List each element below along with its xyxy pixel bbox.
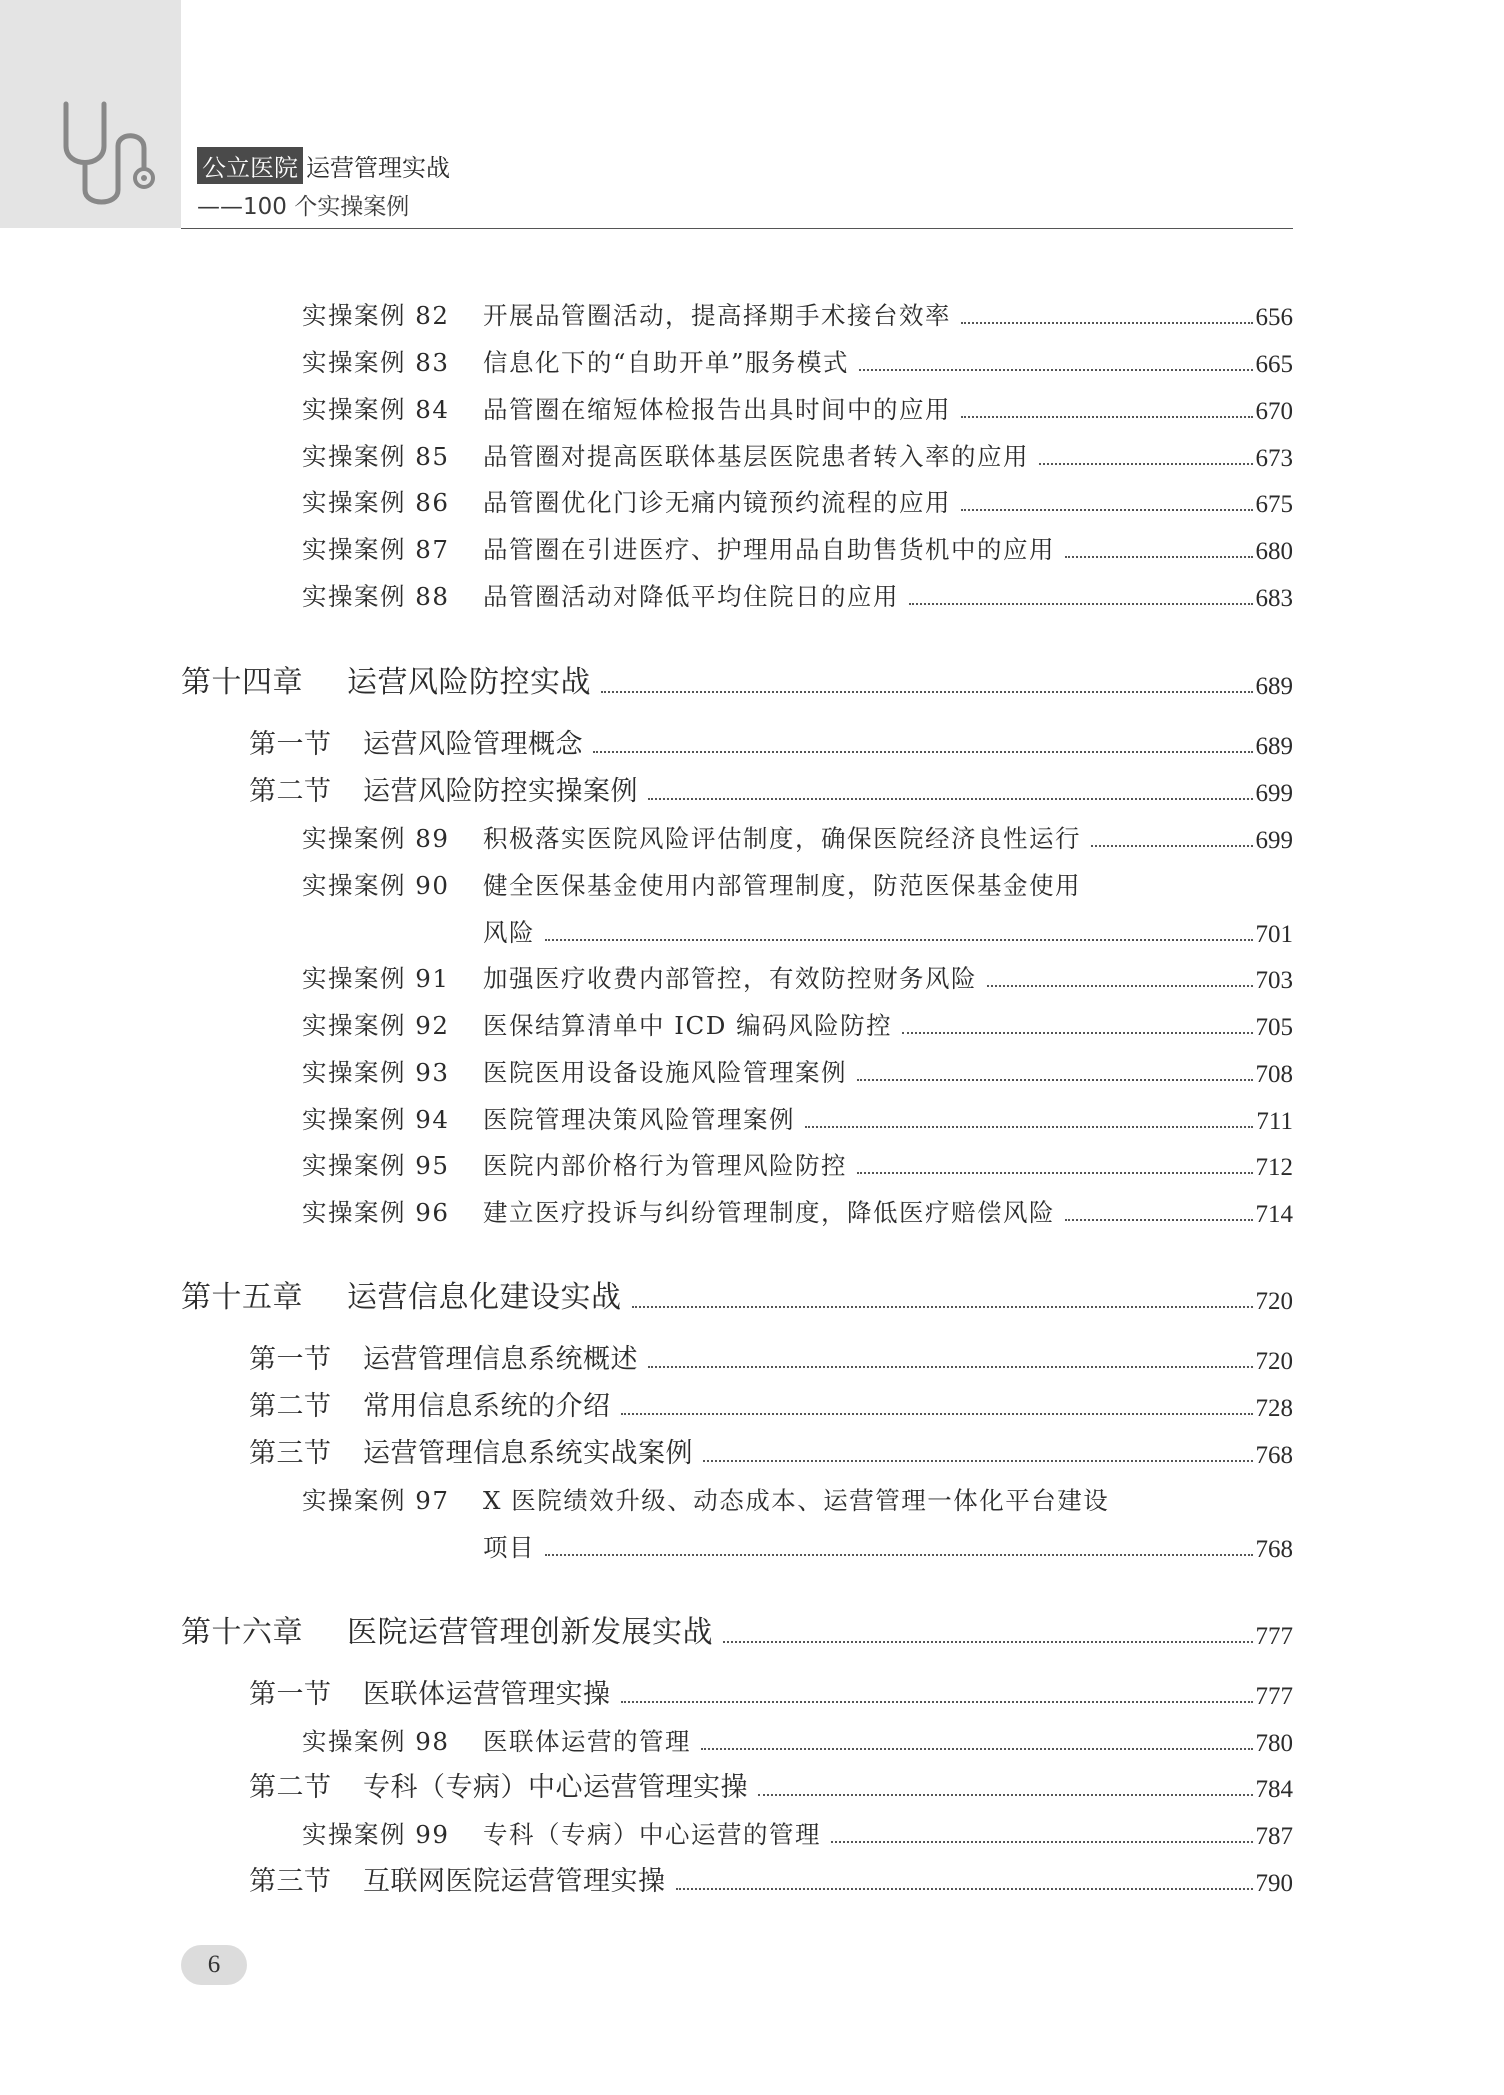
toc-entry-cont[interactable] [483, 1524, 1293, 1564]
toc-leader-dots [701, 1748, 1253, 1750]
toc-entry-section[interactable] [249, 1336, 1293, 1376]
toc-leader-dots [961, 509, 1253, 511]
toc-entry-title: 医院运营管理创新发展实战 [347, 1615, 713, 1650]
toc-entry-cont[interactable] [483, 909, 1293, 949]
toc-entry-page: 711 [1256, 1108, 1293, 1135]
toc-entry-case[interactable] [302, 1002, 1293, 1042]
toc-entry-label: 实操案例 85 [302, 442, 450, 471]
header-divider [181, 228, 1293, 229]
toc-entry-label: 实操案例 92 [302, 1011, 450, 1040]
toc-entry-case[interactable] [302, 1096, 1293, 1136]
toc-entry-title: 医院医用设备设施风险管理案例 [483, 1058, 847, 1087]
toc-leader-dots [857, 1079, 1253, 1081]
toc-entry-page: 790 [1255, 1870, 1293, 1897]
toc-entry-label: 实操案例 83 [302, 348, 450, 377]
toc-entry-case[interactable] [302, 1477, 1109, 1517]
toc-leader-dots [676, 1888, 1253, 1890]
toc-entry-case[interactable] [302, 339, 1293, 379]
toc-entry-case[interactable] [302, 1189, 1293, 1229]
toc-entry-page: 703 [1255, 967, 1293, 994]
toc-entry-label: 第二节 [249, 776, 332, 807]
toc-entry-page: 656 [1255, 304, 1293, 331]
toc-entry-page: 665 [1255, 351, 1293, 378]
toc-entry-title: 品管圈优化门诊无痛内镜预约流程的应用 [483, 488, 951, 517]
toc-entry-case[interactable] [302, 479, 1293, 519]
toc-entry-section[interactable] [249, 768, 1293, 808]
toc-entry-case[interactable] [302, 573, 1293, 613]
toc-entry-title: 健全医保基金使用内部管理制度，防范医保基金使用 [483, 871, 1081, 900]
toc-entry-page: 768 [1255, 1442, 1293, 1469]
toc-entry-title: 品管圈在缩短体检报告出具时间中的应用 [483, 395, 951, 424]
toc-entry-page: 777 [1255, 1683, 1293, 1710]
toc-entry-case[interactable] [302, 955, 1293, 995]
toc-entry-label: 第十四章 [181, 665, 303, 700]
toc-leader-dots [723, 1641, 1253, 1643]
header-corner-block [0, 0, 181, 228]
toc-entry-case[interactable] [302, 433, 1293, 473]
toc-entry-title: 品管圈在引进医疗、护理用品自助售货机中的应用 [483, 535, 1055, 564]
toc-entry-page: 728 [1255, 1395, 1293, 1422]
toc-leader-dots [703, 1460, 1253, 1462]
toc-entry-title: 运营管理信息系统实战案例 [363, 1438, 693, 1469]
toc-entry-label: 第二节 [249, 1391, 332, 1422]
toc-entry-label: 实操案例 96 [302, 1198, 450, 1227]
toc-entry-page: 683 [1255, 585, 1293, 612]
toc-entry-label: 第二节 [249, 1772, 332, 1803]
toc-entry-title: 医院内部价格行为管理风险防控 [483, 1151, 847, 1180]
stethoscope-icon [56, 98, 161, 213]
toc-entry-page: 689 [1255, 673, 1293, 700]
toc-entry-label: 实操案例 94 [302, 1105, 450, 1134]
toc-entry-chapter[interactable] [181, 1611, 1293, 1651]
toc-entry-label: 实操案例 91 [302, 964, 450, 993]
toc-entry-page: 708 [1255, 1061, 1293, 1088]
toc-entry-title: 专科（专病）中心运营的管理 [483, 1820, 821, 1849]
toc-entry-title: 运营管理信息系统概述 [363, 1344, 638, 1375]
toc-entry-label: 实操案例 98 [302, 1727, 450, 1756]
page-number: 6 [207, 1951, 221, 1978]
toc-entry-label: 第一节 [249, 729, 332, 760]
toc-entry-page: 699 [1255, 780, 1293, 807]
toc-entry-title: 建立医疗投诉与纠纷管理制度，降低医疗赔偿风险 [483, 1198, 1055, 1227]
toc-entry-section[interactable] [249, 721, 1293, 761]
toc-leader-dots [831, 1841, 1253, 1843]
toc-entry-title: 常用信息系统的介绍 [363, 1391, 611, 1422]
toc-entry-section[interactable] [249, 1764, 1293, 1804]
toc-entry-label: 实操案例 93 [302, 1058, 450, 1087]
toc-leader-dots [902, 1032, 1252, 1034]
toc-entry-page: 701 [1255, 921, 1293, 948]
toc-entry-label: 实操案例 87 [302, 535, 450, 564]
toc-entry-page: 670 [1255, 398, 1293, 425]
toc-entry-title: 品管圈对提高医联体基层医院患者转入率的应用 [483, 442, 1029, 471]
toc-entry-page: 673 [1255, 445, 1293, 472]
toc-leader-dots [961, 416, 1253, 418]
toc-entry-page: 777 [1255, 1623, 1293, 1650]
toc-entry-chapter[interactable] [181, 1276, 1293, 1316]
toc-leader-dots [1039, 463, 1253, 465]
toc-leader-dots [857, 1172, 1253, 1174]
book-subtitle: ——100 个实操案例 [197, 194, 410, 220]
book-title-highlight: 公立医院 [197, 147, 303, 184]
toc-entry-page: 787 [1255, 1823, 1293, 1850]
toc-entry-section[interactable] [249, 1383, 1293, 1423]
toc-entry-title: 运营信息化建设实战 [347, 1280, 622, 1315]
toc-entry-chapter[interactable] [181, 661, 1293, 701]
toc-entry-section[interactable] [249, 1671, 1293, 1711]
toc-entry-page: 705 [1255, 1014, 1293, 1041]
toc-leader-dots [987, 985, 1253, 987]
toc-entry-label: 实操案例 84 [302, 395, 450, 424]
toc-leader-dots [632, 1306, 1253, 1308]
toc-entry-page: 780 [1255, 1730, 1293, 1757]
toc-entry-label: 实操案例 99 [302, 1820, 450, 1849]
toc-entry-label: 实操案例 97 [302, 1486, 450, 1515]
toc-entry-page: 680 [1255, 538, 1293, 565]
toc-entry-title: 信息化下的“自助开单”服务模式 [483, 348, 850, 377]
toc-leader-dots [805, 1126, 1253, 1128]
toc-entry-label: 实操案例 90 [302, 871, 450, 900]
toc-entry-title: 品管圈活动对降低平均住院日的应用 [483, 582, 899, 611]
toc-entry-section[interactable] [249, 1858, 1293, 1898]
toc-leader-dots [621, 1413, 1253, 1415]
toc-leader-dots [1091, 845, 1253, 847]
toc-entry-case[interactable] [302, 815, 1293, 855]
toc-entry-label: 实操案例 88 [302, 582, 450, 611]
toc-entry-label: 实操案例 86 [302, 488, 450, 517]
toc-entry-title: 开展品管圈活动，提高择期手术接台效率 [483, 301, 951, 330]
toc-entry-page: 784 [1255, 1776, 1293, 1803]
toc-entry-case[interactable] [302, 1811, 1293, 1851]
page-number-badge [181, 1945, 247, 1985]
toc-entry-case[interactable] [302, 526, 1293, 566]
toc-entry-page: 712 [1255, 1154, 1293, 1181]
book-title-rest: 运营管理实战 [306, 153, 450, 182]
book-title [197, 148, 450, 182]
toc-leader-dots [593, 751, 1253, 753]
toc-leader-dots [961, 322, 1253, 324]
toc-leader-dots [1065, 1219, 1253, 1221]
toc-entry-case[interactable] [302, 1718, 1293, 1758]
toc-entry-label: 第十六章 [181, 1615, 303, 1650]
toc-entry-title: 医院管理决策风险管理案例 [483, 1105, 795, 1134]
toc-entry-title: 项目 [483, 1533, 535, 1562]
toc-entry-title: X 医院绩效升级、动态成本、运营管理一体化平台建设 [483, 1486, 1110, 1515]
toc-entry-page: 714 [1255, 1201, 1293, 1228]
toc-entry-title: 运营风险防控实战 [347, 665, 591, 700]
toc-leader-dots [601, 691, 1253, 693]
toc-entry-label: 第三节 [249, 1438, 332, 1469]
toc-entry-page: 768 [1255, 1536, 1293, 1563]
toc-entry-section[interactable] [249, 1430, 1293, 1470]
toc-entry-title: 医联体运营的管理 [483, 1727, 691, 1756]
toc-entry-case[interactable] [302, 386, 1293, 426]
toc-entry-label: 实操案例 89 [302, 824, 450, 853]
toc-leader-dots [545, 1554, 1253, 1556]
toc-entry-label: 实操案例 95 [302, 1151, 450, 1180]
toc-leader-dots [909, 603, 1253, 605]
toc-entry-label: 第一节 [249, 1679, 332, 1710]
toc-entry-title: 运营风险管理概念 [363, 729, 583, 760]
toc-leader-dots [859, 369, 1252, 371]
toc-entry-title: 运营风险防控实操案例 [363, 776, 638, 807]
toc-entry-label: 第一节 [249, 1344, 332, 1375]
toc-entry-case[interactable] [302, 1142, 1293, 1182]
toc-entry-page: 699 [1255, 827, 1293, 854]
toc-entry-title: 积极落实医院风险评估制度，确保医院经济良性运行 [483, 824, 1081, 853]
toc-entry-title: 互联网医院运营管理实操 [363, 1866, 666, 1897]
toc-entry-title: 专科（专病）中心运营管理实操 [363, 1772, 748, 1803]
toc-entry-page: 720 [1255, 1288, 1293, 1315]
toc-entry-case[interactable] [302, 1049, 1293, 1089]
toc-leader-dots [621, 1701, 1253, 1703]
toc-entry-page: 675 [1255, 491, 1293, 518]
toc-entry-title: 医保结算清单中 ICD 编码风险防控 [483, 1011, 893, 1040]
toc-entry-title: 风险 [483, 918, 535, 947]
toc-entry-page: 689 [1255, 733, 1293, 760]
toc-entry-label: 第十五章 [181, 1280, 303, 1315]
toc-leader-dots [758, 1794, 1253, 1796]
toc-entry-page: 720 [1255, 1348, 1293, 1375]
toc-entry-label: 实操案例 82 [302, 301, 450, 330]
toc-leader-dots [1065, 556, 1253, 558]
toc-entry-title: 医联体运营管理实操 [363, 1679, 611, 1710]
toc-entry-label: 第三节 [249, 1866, 332, 1897]
toc-leader-dots [545, 939, 1253, 941]
toc-entry-title: 加强医疗收费内部管控，有效防控财务风险 [483, 964, 977, 993]
toc-entry-case[interactable] [302, 292, 1293, 332]
toc-leader-dots [648, 1366, 1253, 1368]
toc-leader-dots [648, 798, 1253, 800]
toc-entry-case[interactable] [302, 862, 1081, 902]
